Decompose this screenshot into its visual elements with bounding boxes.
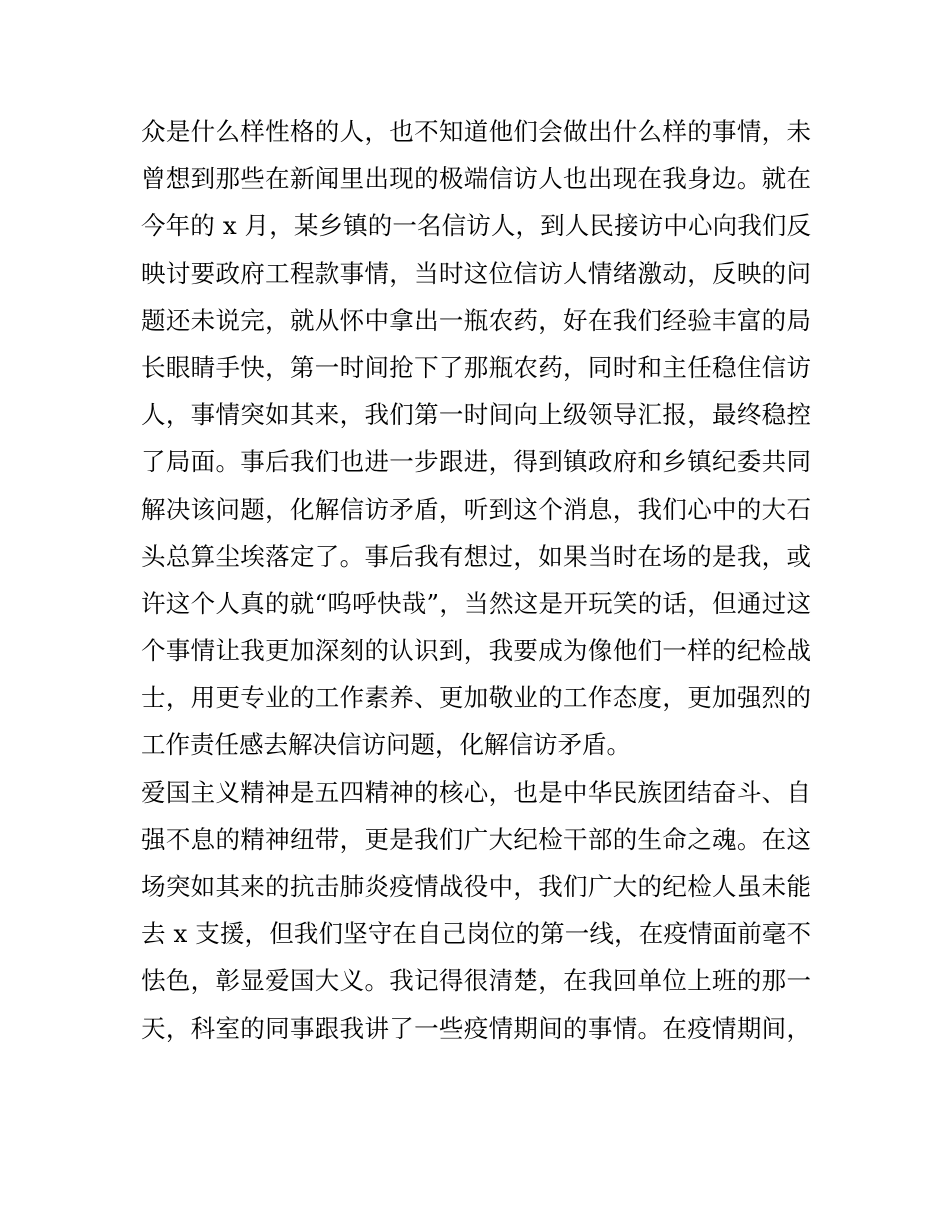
text-line: 怯色，彰显爱国大义。我记得很清楚，在我回单位上班的那一 — [141, 966, 811, 996]
text-line: 爱国主义精神是五四精神的核心，也是中华民族团结奋斗、自 — [141, 777, 811, 807]
text-line: 题还未说完，就从怀中拿出一瓶农药，好在我们经验丰富的局 — [141, 305, 811, 335]
text-line: 天，科室的同事跟我讲了一些疫情期间的事情。在疫情期间， — [141, 1013, 811, 1043]
text-line: 去 x 支援，但我们坚守在自己岗位的第一线，在疫情面前毫不 — [141, 919, 811, 949]
document-body — [141, 108, 811, 1052]
text-line: 了局面。事后我们也进一步跟进，得到镇政府和乡镇纪委共同 — [141, 447, 811, 477]
text-line: 解决该问题，化解信访矛盾，听到这个消息，我们心中的大石 — [141, 494, 811, 524]
text-line-last: 工作责任感去解决信访问题，化解信访矛盾。 — [141, 730, 631, 760]
text-line: 今年的 x 月，某乡镇的一名信访人，到人民接访中心向我们反 — [141, 211, 811, 241]
text-line: 映讨要政府工程款事情，当时这位信访人情绪激动，反映的问 — [141, 258, 811, 288]
text-line: 个事情让我更加深刻的认识到，我要成为像他们一样的纪检战 — [141, 636, 811, 666]
text-line: 长眼睛手快，第一时间抢下了那瓶农药，同时和主任稳住信访 — [141, 352, 811, 382]
paragraph-1 — [141, 108, 811, 769]
paragraph-2 — [141, 769, 811, 1052]
text-line: 强不息的精神纽带，更是我们广大纪检干部的生命之魂。在这 — [141, 824, 811, 854]
text-line: 许这个人真的就“呜呼快哉”，当然这是开玩笑的话，但通过这 — [141, 588, 811, 618]
text-line: 曾想到那些在新闻里出现的极端信访人也出现在我身边。就在 — [141, 164, 811, 194]
text-line: 场突如其来的抗击肺炎疫情战役中，我们广大的纪检人虽未能 — [141, 872, 811, 901]
text-line: 头总算尘埃落定了。事后我有想过，如果当时在场的是我，或 — [141, 541, 811, 571]
text-line: 士，用更专业的工作素养、更加敬业的工作态度，更加强烈的 — [141, 683, 811, 713]
text-line: 众是什么样性格的人，也不知道他们会做出什么样的事情，未 — [141, 117, 811, 146]
text-line: 人，事情突如其来，我们第一时间向上级领导汇报，最终稳控 — [141, 400, 811, 430]
